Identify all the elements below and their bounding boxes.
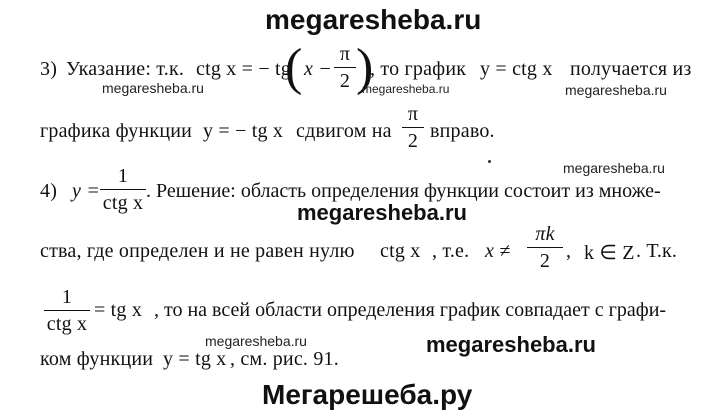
item3-fraction-pi-over-2 — [334, 44, 356, 91]
item3-line2-pi: π — [407, 103, 419, 125]
fraction-bar — [44, 310, 90, 311]
item4-k-in-z: k ∈ Z — [584, 242, 635, 264]
item4-two: 2 — [539, 250, 551, 272]
item3-x-minus: x − — [304, 58, 332, 80]
item3-line2-eq: y = − tg x — [203, 120, 284, 142]
item3-mid: , то график — [370, 58, 467, 80]
item4-line1-text: . Решение: область определения функции состоит из множе- — [146, 180, 661, 202]
item3-paren-right: ) — [356, 39, 374, 96]
item4-pik: πk — [535, 223, 555, 245]
item3-line2-fraction — [402, 104, 424, 151]
item3-paren-left: ( — [285, 39, 303, 96]
item4-line2-start: ства, где определен и не равен нулю — [40, 240, 355, 262]
item3-intro: Указание: т.к. — [66, 58, 185, 80]
item4-y-eq: y = — [72, 180, 100, 202]
item4-line3-fraction — [44, 287, 90, 334]
item3-line2-prefix: графика функции — [40, 120, 193, 142]
item4-line3-one: 1 — [61, 286, 73, 308]
item4-line2-x: x ≠ — [485, 240, 511, 262]
item4-line4-prefix: ком функции — [40, 348, 154, 370]
watermark-big-1: megaresheba.ru — [297, 200, 467, 225]
site-header-title: megaresheba.ru — [265, 4, 482, 35]
watermark-small-2: megaresheba.ru — [362, 82, 450, 96]
watermark-big-2: megaresheba.ru — [426, 332, 596, 357]
item3-graph-eq: y = ctg x — [480, 58, 553, 80]
item4-line3-text: , то на всей области определения график совпадает с графи- — [154, 299, 667, 321]
scan-speck — [488, 160, 491, 163]
item4-line4-tail: , см. рис. 91. — [230, 348, 339, 370]
item4-line2-k: , — [566, 240, 572, 262]
item4-line3-eq: = tg x — [94, 299, 143, 321]
item3-pi: π — [339, 43, 351, 65]
fraction-bar — [527, 247, 563, 248]
item4-line4-eq: y = tg x — [163, 348, 227, 370]
item4-line3-ctg: ctg x — [46, 313, 88, 335]
item3-line2-mid: сдвигом на — [296, 120, 392, 142]
item4-number: 4) — [40, 180, 58, 202]
item3-two: 2 — [339, 70, 351, 92]
fraction-bar — [334, 67, 356, 68]
item3-number: 3) — [40, 58, 58, 80]
item4-line2-tc: , т.е. — [432, 240, 470, 262]
item3-line2-tail: вправо. — [430, 120, 495, 142]
watermark-small-4: megaresheba.ru — [563, 160, 665, 176]
item4-one: 1 — [117, 165, 129, 187]
footer-watermark: Мегарешеба.ру — [262, 379, 473, 410]
fraction-bar — [402, 127, 424, 128]
watermark-small-3: megaresheba.ru — [565, 82, 667, 98]
watermark-small-5: megaresheba.ru — [205, 333, 307, 349]
fraction-bar — [100, 189, 146, 190]
item4-line2-tk: . Т.к. — [636, 240, 678, 262]
item4-fraction-pik-over-2 — [527, 224, 563, 271]
watermark-small-1: megaresheba.ru — [102, 80, 204, 96]
item4-fraction-1-over-ctg — [100, 166, 146, 213]
item4-line2-ctg: ctg x — [380, 240, 421, 262]
item3-ctg-lhs: ctg x = − tg — [196, 58, 291, 80]
item4-ctg: ctg x — [102, 192, 144, 214]
item3-line2-two: 2 — [407, 130, 419, 152]
item3-tail: получается из — [570, 58, 692, 80]
